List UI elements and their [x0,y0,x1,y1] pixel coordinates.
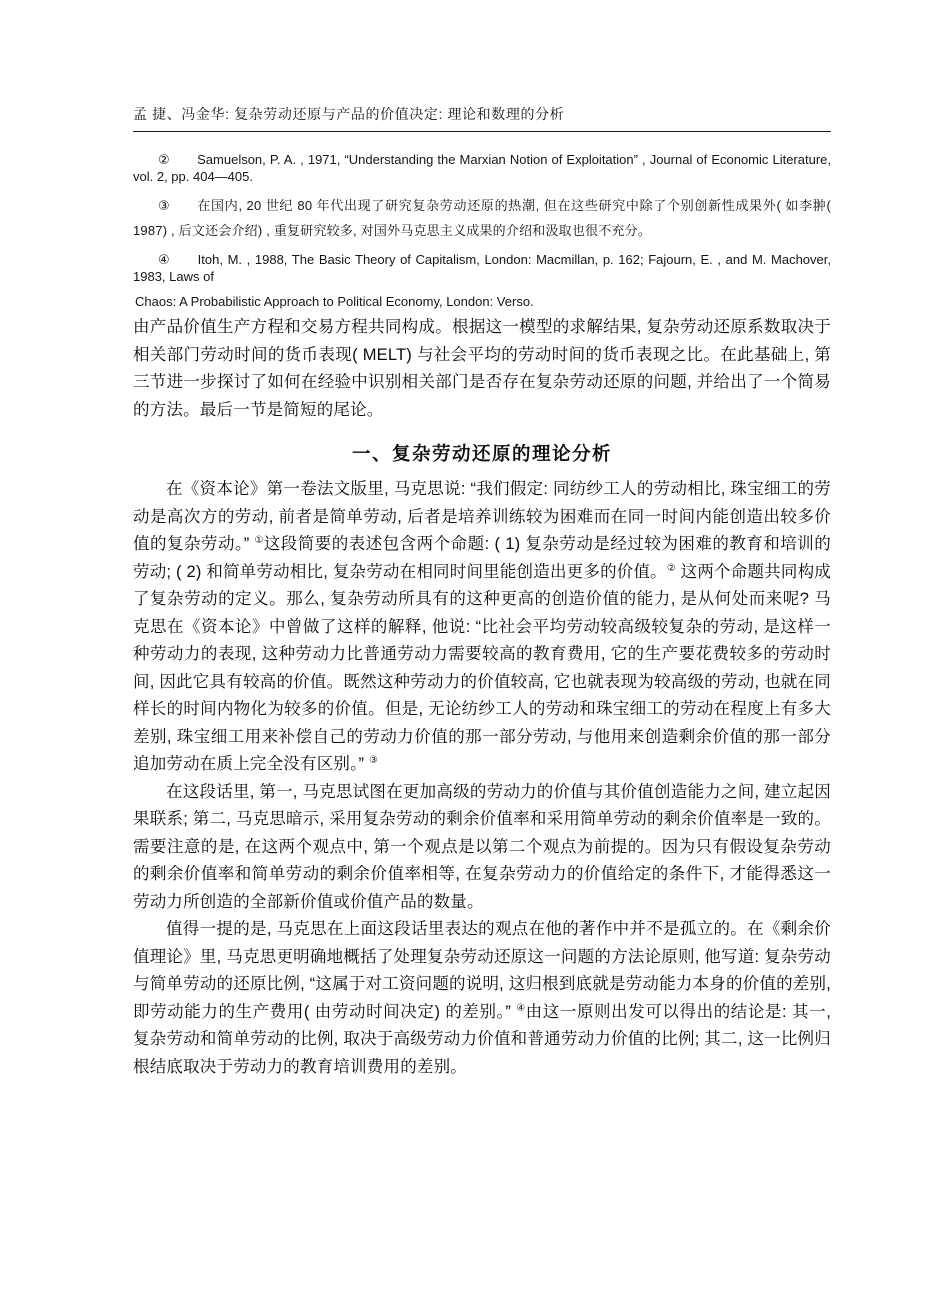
paragraph-surplus-value-text-2: 由这一原则出发可以得出的结论是: 其一, 复杂劳动和简单劳动的比例, 取决于高级劳动力价值和普通劳动力价值的比例; 其二, 这一比例归根结底取决于劳动力的教育培训费用的差别。 [133,1002,831,1076]
footnote-ref-2: ② [666,562,676,574]
footnote-2-text: Samuelson, P. A. , 1971, “Understanding the Marxian Notion of Exploitation” , Journal of Economic Literature, vol. 2, pp. 404—405. [133,152,832,184]
paragraph-analysis [133,779,831,917]
running-header-text: 孟 捷、冯金华: 复杂劳动还原与产品的价值决定: 理论和数理的分析 [133,106,565,122]
footnote-4-continuation [133,293,831,310]
footnote-3-marker: ③ [158,198,171,213]
footnote-ref-4: ④ [516,1002,526,1014]
paragraph-surplus-value [133,916,831,1081]
paragraph-marx-quote-text-2: 这段简要的表述包含两个命题: ( 1) 复杂劳动是经过较为困难的教育和培训的劳动; ( 2) 和简单劳动相比, 复杂劳动在相同时间里能创造出更多的价值。 [133,535,831,581]
section-heading: 一、复杂劳动还原的理论分析 [351,443,612,464]
footnote-ref-3: ③ [369,755,378,766]
article-body [133,314,831,1081]
paragraph-intro-text: 由产品价值生产方程和交易方程共同构成。根据这一模型的求解结果, 复杂劳动还原系数取决于相关部门劳动时间的货币表现( MELT) 与社会平均的劳动时间的货币表现之比。在此基础上, 第三节进一步探讨了如何在经验中识别相关部门是否存在复杂劳动还原的问题, 并给出了一个简易的方法。最后一节是简短的尾论。 [133,318,831,419]
footnote-2-marker: ② [158,152,171,167]
paragraph-marx-quote [133,476,831,779]
footnote-4-text: Itoh, M. , 1988, The Basic Theory of Capitalism, London: Macmillan, p. 162; Fajourn, E. , and M. Machover, 1983, Laws of [133,252,831,284]
footnote-2 [133,151,831,185]
footnote-ref-1: ① [254,535,264,546]
paragraph-analysis-text: 在这段话里, 第一, 马克思试图在更加高级的劳动力的价值与其价值创造能力之间, 建立起因果联系; 第二, 马克思暗示, 采用复杂劳动的剩余价值率和采用简单劳动的剩余价值率是一致的。需要注意的是, 在这两个观点中, 第一个观点是以第二个观点为前提的。因为只有假设复杂劳动的剩余价值率和简单劳动的剩余价值率相等, 在复杂劳动力的价值给定的条件下, 才能得悉这一劳动力所创造的全部新价值或价值产品的数量。 [133,782,831,911]
paragraph-marx-quote-text-3: 这两个命题共同构成了复杂劳动的定义。那么, 复杂劳动所具有的这种更高的创造价值的能力, 是从何处而来呢? 马克思在《资本论》中曾做了这样的解释, 他说: “比社会平均劳动较高级较复杂的劳动, 是这样一种劳动力的表现, 这种劳动力比普通劳动力需要较高的教育费用, 它的生产要花费较多的劳动时间, 因此它具有较高的价值。既然这种劳动力的价值较高, 它也就表现为较高级的劳动, 也就在同样长的时间内物化为较多的价值。但是, 无论纺纱工人的劳动和珠宝细工的劳动在程度上有多大差别, 珠宝细工用来补偿自己的劳动力价值的那一部分劳动, 与他用来创造剩余价值的那一部分追加劳动在质上完全没有区别。” [133,562,831,773]
footnote-4-marker: ④ [158,252,171,267]
paragraph-intro [133,314,831,424]
footnote-4-continuation-text: Chaos: A Probabilistic Approach to Political Economy, London: Verso. [135,294,534,309]
paragraph-marx-quote-text-1: 在《资本论》第一卷法文版里, 马克思说: “我们假定: 同纺纱工人的劳动相比, 珠宝细工的劳动是高次方的劳动, 前者是简单劳动, 后者是培养训练较为困难而在同一时间内能创造出较多价值的复杂劳动。” [133,480,831,553]
paragraph-surplus-value-text-1: 值得一提的是, 马克思在上面这段话里表达的观点在他的著作中并不是孤立的。在《剩余价值理论》里, 马克思更明确地概括了处理复杂劳动还原这一问题的方法论原则, 他写道: 复杂劳动与简单劳动的还原比例, “这属于对工资问题的说明, 这归根到底就是劳动能力本身的价值的差别, 即劳动能力的生产费用( 由劳动时间决定) 的差别。” [133,920,831,1021]
footnote-3-text: 在国内, 20 世纪 80 年代出现了研究复杂劳动还原的热潮, 但在这些研究中除了个别创新性成果外( 如李翀( 1987) , 后文还会介绍) , 重复研究较多, 对国外马克思主义成果的介绍和汲取也很不充分。 [133,198,831,238]
running-header [133,0,831,124]
footnotes-block [133,151,831,310]
page-content [133,0,831,1081]
footnote-4 [133,251,831,285]
header-rule [133,131,831,132]
footnote-3 [133,193,831,243]
